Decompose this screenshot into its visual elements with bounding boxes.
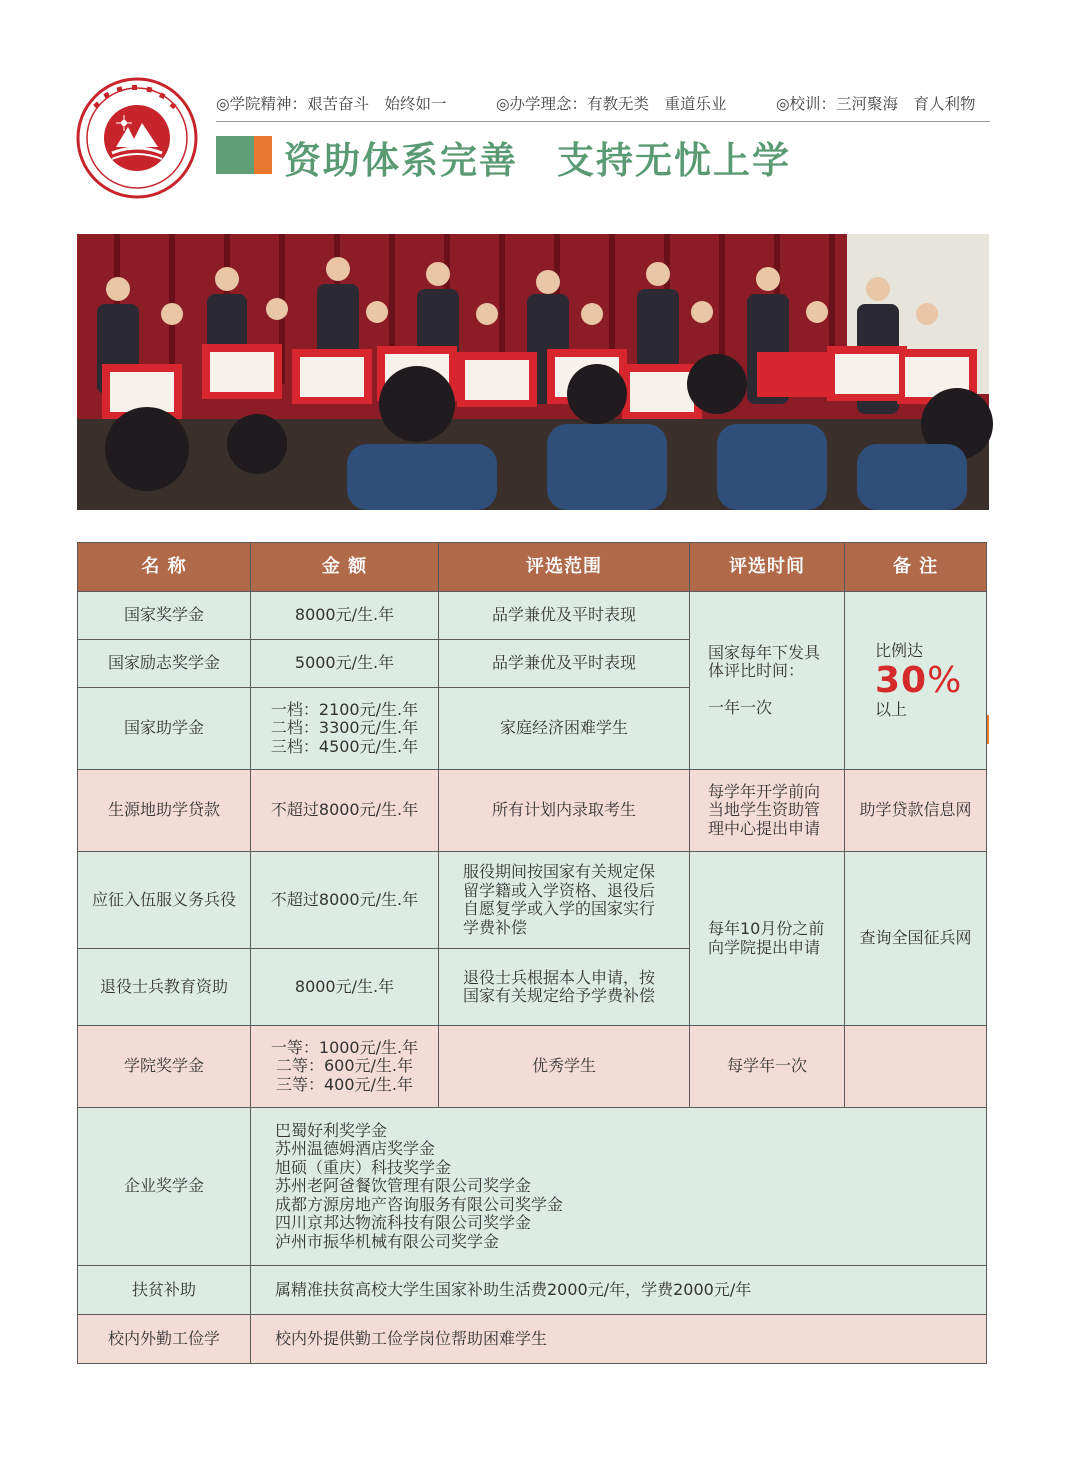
row-amount: 8000元/生.年 bbox=[251, 949, 439, 1026]
row-scope: 品学兼优及平时表现 bbox=[439, 592, 690, 640]
table-row bbox=[78, 1315, 987, 1364]
row-name: 校内外勤工俭学 bbox=[78, 1315, 251, 1364]
header-scope: 评选范围 bbox=[439, 543, 690, 592]
list-item: 四川京邦达物流科技有限公司奖学金 bbox=[275, 1213, 532, 1233]
list-item: 旭硕（重庆）科技奖学金 bbox=[275, 1157, 452, 1177]
time-spacer bbox=[708, 681, 838, 699]
time-line: 当地学生资助管 bbox=[708, 800, 821, 820]
table-row bbox=[78, 592, 987, 640]
financial-aid-table bbox=[77, 542, 987, 1364]
ratio-prefix: 比例达 bbox=[875, 641, 924, 660]
row-name: 学院奖学金 bbox=[78, 1026, 251, 1108]
amount-line: 二等：600元/生.年 bbox=[275, 1056, 414, 1076]
enterprise-list bbox=[251, 1108, 987, 1266]
header-note: 备 注 bbox=[845, 543, 987, 592]
list-item: 成都方源房地产咨询服务有限公司奖学金 bbox=[275, 1194, 564, 1214]
motto-spirit: ◎学院精神：艰苦奋斗 始终如一 bbox=[216, 95, 447, 113]
amount-line: 三档：4500元/生.年 bbox=[270, 736, 419, 756]
national-selection-time bbox=[690, 592, 845, 770]
amount-line: 一等：1000元/生.年 bbox=[270, 1037, 419, 1057]
scope-line: 国家有关规定给予学费补偿 bbox=[463, 986, 656, 1005]
header-amount: 金 额 bbox=[251, 543, 439, 592]
row-scope bbox=[439, 852, 690, 949]
list-item: 巴蜀好利奖学金 bbox=[275, 1120, 388, 1140]
row-scope: 优秀学生 bbox=[439, 1026, 690, 1108]
title-color-block bbox=[216, 136, 272, 174]
header-divider bbox=[216, 121, 990, 122]
row-amount: 8000元/生.年 bbox=[251, 592, 439, 640]
ratio-number: 30 bbox=[875, 659, 928, 701]
table-row bbox=[78, 1026, 987, 1108]
time-line: 理中心提出申请 bbox=[708, 818, 821, 838]
scope-line: 服役期间按国家有关规定保 bbox=[463, 862, 656, 881]
row-name: 国家奖学金 bbox=[78, 592, 251, 640]
time-line: 每学年开学前向 bbox=[708, 781, 821, 801]
time-line: 每年10月份之前 bbox=[708, 919, 825, 938]
row-amount: 5000元/生.年 bbox=[251, 640, 439, 688]
workstudy-text: 校内外提供勤工俭学岗位帮助困难学生 bbox=[251, 1315, 987, 1364]
list-item: 苏州温德姆酒店奖学金 bbox=[275, 1139, 436, 1159]
time-line: 国家每年下发具 bbox=[708, 642, 821, 662]
row-name: 国家励志奖学金 bbox=[78, 640, 251, 688]
ratio-symbol: % bbox=[927, 659, 963, 701]
row-amount: 不超过8000元/生.年 bbox=[251, 852, 439, 949]
row-name: 退役士兵教育资助 bbox=[78, 949, 251, 1026]
ratio-percent bbox=[875, 661, 980, 701]
motto-school-motto: ◎校训：三河聚海 育人利物 bbox=[776, 95, 976, 113]
row-amount: 不超过8000元/生.年 bbox=[251, 770, 439, 852]
row-name: 应征入伍服义务兵役 bbox=[78, 852, 251, 949]
college-note bbox=[845, 1026, 987, 1108]
row-scope bbox=[439, 949, 690, 1026]
scope-line: 留学籍或入学资格、退役后 bbox=[463, 880, 656, 900]
motto-line bbox=[216, 92, 990, 116]
military-selection-time bbox=[690, 852, 845, 1026]
page-title: 资助体系完善 支持无忧上学 bbox=[284, 139, 791, 182]
amount-line: 三等：400元/生.年 bbox=[275, 1074, 414, 1094]
table-row bbox=[78, 852, 987, 949]
table-header-row bbox=[78, 543, 987, 592]
table-row bbox=[78, 770, 987, 852]
table-row bbox=[78, 1108, 987, 1266]
row-amount bbox=[251, 688, 439, 770]
scope-line: 自愿复学或入学的国家实行 bbox=[463, 899, 656, 918]
row-amount bbox=[251, 1026, 439, 1108]
scope-line: 退役士兵根据本人申请，按 bbox=[463, 967, 656, 987]
loan-note: 助学贷款信息网 bbox=[845, 770, 987, 852]
time-line: 向学院提出申请 bbox=[708, 937, 821, 957]
row-scope: 品学兼优及平时表现 bbox=[439, 640, 690, 688]
time-line: 一年一次 bbox=[708, 697, 773, 717]
header-time: 评选时间 bbox=[690, 543, 845, 592]
row-scope: 家庭经济困难学生 bbox=[439, 688, 690, 770]
amount-line: 一档：2100元/生.年 bbox=[270, 699, 419, 719]
table-row bbox=[78, 1266, 987, 1315]
list-item: 苏州老阿爸餐饮管理有限公司奖学金 bbox=[275, 1176, 532, 1196]
row-name: 生源地助学贷款 bbox=[78, 770, 251, 852]
header-name: 名 称 bbox=[78, 543, 251, 592]
ceremony-photo bbox=[77, 234, 989, 510]
row-name: 国家助学金 bbox=[78, 688, 251, 770]
amount-line: 二档：3300元/生.年 bbox=[270, 718, 419, 738]
row-name: 扶贫补助 bbox=[78, 1266, 251, 1315]
national-ratio-note bbox=[845, 592, 987, 770]
ratio-suffix: 以上 bbox=[875, 699, 908, 719]
motto-philosophy: ◎办学理念：有教无类 重道乐业 bbox=[496, 95, 727, 113]
scope-line: 学费补偿 bbox=[463, 917, 528, 937]
loan-selection-time bbox=[690, 770, 845, 852]
time-line: 体评比时间： bbox=[708, 661, 805, 681]
row-name: 企业奖学金 bbox=[78, 1108, 251, 1266]
row-scope: 所有计划内录取考生 bbox=[439, 770, 690, 852]
list-item: 泸州市振华机械有限公司奖学金 bbox=[275, 1231, 500, 1251]
college-selection-time: 每学年一次 bbox=[690, 1026, 845, 1108]
military-note: 查询全国征兵网 bbox=[845, 852, 987, 1026]
college-logo bbox=[76, 77, 198, 199]
poverty-text: 属精准扶贫高校大学生国家补助生活费2000元/年，学费2000元/年 bbox=[251, 1266, 987, 1315]
